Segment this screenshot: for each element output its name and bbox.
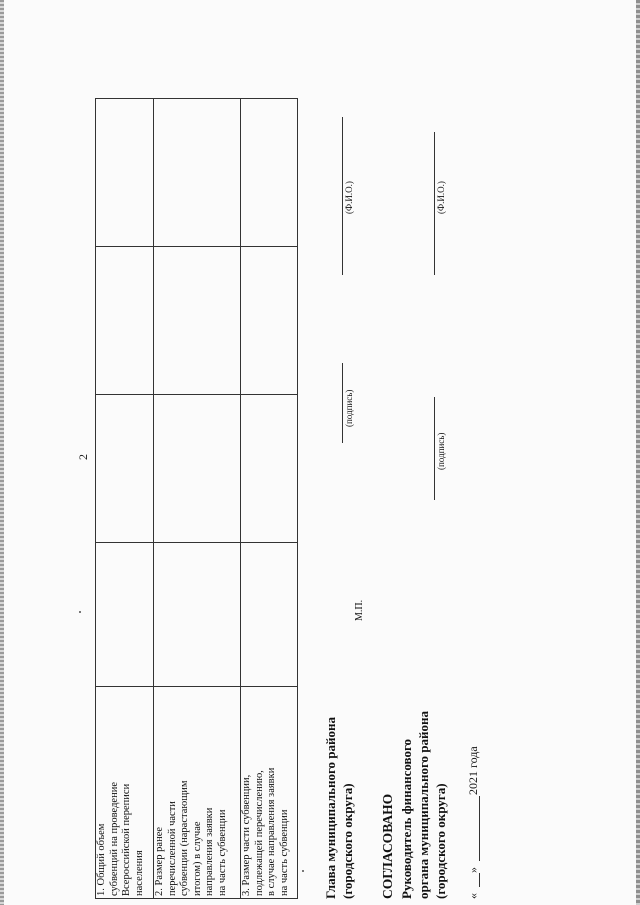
signature-label: (подпись) <box>436 432 446 470</box>
table-cell-label: 1. Общий объем субвенций на проведение Всероссийской переписи населения <box>96 687 154 899</box>
table-row <box>154 99 241 899</box>
table-cell-label: 2. Размер ранее перечисленной части субвенции (нарастающим итогом) в случае направления заявки на часть субвенции <box>154 687 241 899</box>
day-blank-line <box>479 873 480 887</box>
table-cell <box>154 395 241 543</box>
table-row <box>96 99 154 899</box>
signature-label: (подпись) <box>344 389 354 427</box>
month-blank-line <box>479 796 480 861</box>
table-cell-label: 3. Размер части субвенции, подлежащей перечислению, в случае направления заявки на часть субвенции <box>241 687 298 899</box>
name-label: (Ф.И.О.) <box>344 181 354 214</box>
table-cell <box>96 99 154 247</box>
page-number: 2 <box>76 454 90 460</box>
name-label: (Ф.И.О.) <box>436 181 446 214</box>
subsidy-table <box>95 98 298 899</box>
table-row <box>241 99 298 899</box>
table-cell <box>96 395 154 543</box>
date-open-quote: « <box>466 893 480 899</box>
signature-line <box>342 363 343 443</box>
table-cell <box>241 247 298 395</box>
head-title: Глава муниципального района (городского округа) <box>323 717 355 899</box>
table-cell <box>96 247 154 395</box>
date-year: 2021 года <box>466 746 480 795</box>
agreed-heading: СОГЛАСОВАНО <box>380 793 395 899</box>
table-cell <box>241 395 298 543</box>
table-cell <box>96 543 154 687</box>
name-line <box>434 132 435 275</box>
stamp-placeholder: М.П. <box>354 599 365 621</box>
signature-line <box>434 397 435 500</box>
table-cell <box>154 99 241 247</box>
name-line <box>342 117 343 275</box>
table-cell <box>241 543 298 687</box>
finance-head-title: Руководитель финансового органа муниципального района (городского округа) <box>399 711 448 899</box>
table-cell <box>154 543 241 687</box>
table-cell <box>241 99 298 247</box>
date-close-quote: » <box>466 867 480 873</box>
table-cell <box>154 247 241 395</box>
